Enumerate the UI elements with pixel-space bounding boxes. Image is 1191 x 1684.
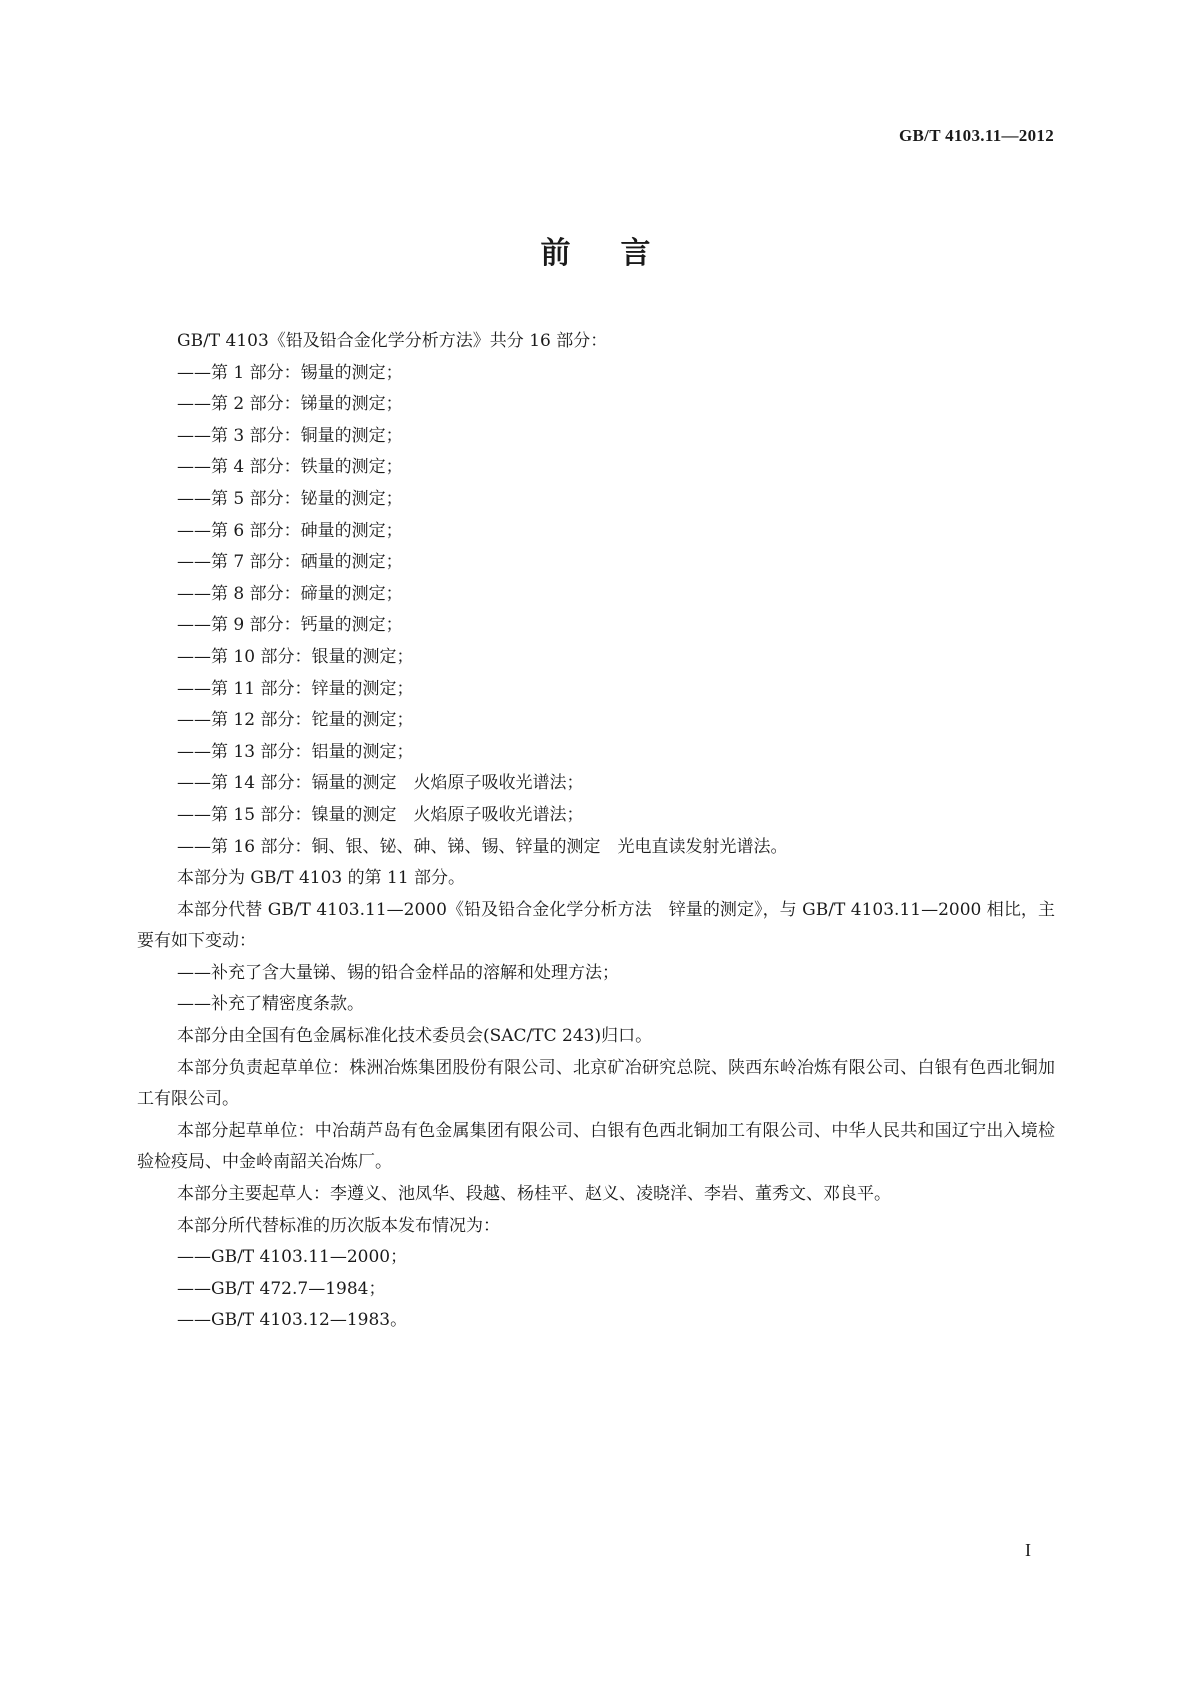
drafting-lead-paragraph: 本部分负责起草单位：株洲冶炼集团股份有限公司、北京矿冶研究总院、陕西东岭冶炼有限公司、白银有色西北铜加工有限公司。: [137, 1057, 1055, 1110]
part-item: ——第 13 部分：铝量的测定；: [177, 741, 414, 762]
part-item: ——第 1 部分：锡量的测定；: [177, 362, 403, 383]
drafting-units-paragraph: 本部分起草单位：中冶葫芦岛有色金属集团有限公司、白银有色西北铜加工有限公司、中华人民共和国辽宁出入境检验检疫局、中金岭南韶关冶炼厂。: [137, 1120, 1055, 1173]
part-item: ——第 3 部分：铜量的测定；: [177, 425, 403, 446]
part-item: ——第 8 部分：碲量的测定；: [177, 583, 403, 604]
this-part-paragraph: 本部分为 GB/T 4103 的第 11 部分。: [177, 868, 466, 889]
part-item: ——第 7 部分：硒量的测定；: [177, 552, 403, 573]
part-item: ——第 6 部分：砷量的测定；: [177, 520, 403, 541]
page-number: I: [1025, 1540, 1031, 1560]
history-item: ——GB/T 4103.11—2000；: [177, 1247, 408, 1268]
history-item: ——GB/T 4103.12—1983。: [177, 1310, 408, 1331]
part-item: ——第 16 部分：铜、银、铋、砷、锑、锡、锌量的测定 光电直读发射光谱法。: [177, 836, 788, 857]
change-item: ——补充了精密度条款。: [177, 994, 364, 1015]
replaces-paragraph: 本部分代替 GB/T 4103.11—2000《铅及铅合金化学分析方法 锌量的测定》，与 GB/T 4103.11—2000 相比，主要有如下变动：: [137, 899, 1055, 952]
part-item: ——第 5 部分：铋量的测定；: [177, 488, 403, 509]
part-item: ——第 12 部分：铊量的测定；: [177, 710, 414, 731]
part-item: ——第 15 部分：镍量的测定 火焰原子吸收光谱法；: [177, 804, 584, 825]
tc-paragraph: 本部分由全国有色金属标准化技术委员会(SAC/TC 243)归口。: [177, 1026, 653, 1047]
history-intro-paragraph: 本部分所代替标准的历次版本发布情况为：: [177, 1215, 500, 1236]
part-item: ——第 2 部分：锑量的测定；: [177, 394, 403, 415]
intro-paragraph: GB/T 4103《铅及铅合金化学分析方法》共分 16 部分：: [177, 331, 608, 351]
part-item: ——第 10 部分：银量的测定；: [177, 646, 414, 667]
standard-code: GB/T 4103.11—2012: [899, 126, 1054, 145]
history-item: ——GB/T 472.7—1984；: [177, 1278, 386, 1299]
part-item: ——第 11 部分：锌量的测定；: [177, 678, 414, 699]
change-item: ——补充了含大量锑、锡的铅合金样品的溶解和处理方法；: [177, 962, 619, 983]
foreword-body: [137, 326, 1055, 1337]
drafters-paragraph: 本部分主要起草人：李遵义、池凤华、段越、杨桂平、赵义、凌晓洋、李岩、董秀文、邓良平。: [177, 1184, 891, 1205]
part-item: ——第 4 部分：铁量的测定；: [177, 457, 403, 478]
part-item: ——第 9 部分：钙量的测定；: [177, 615, 403, 636]
part-item: ——第 14 部分：镉量的测定 火焰原子吸收光谱法；: [177, 773, 584, 794]
page-title: 前言: [540, 236, 701, 271]
